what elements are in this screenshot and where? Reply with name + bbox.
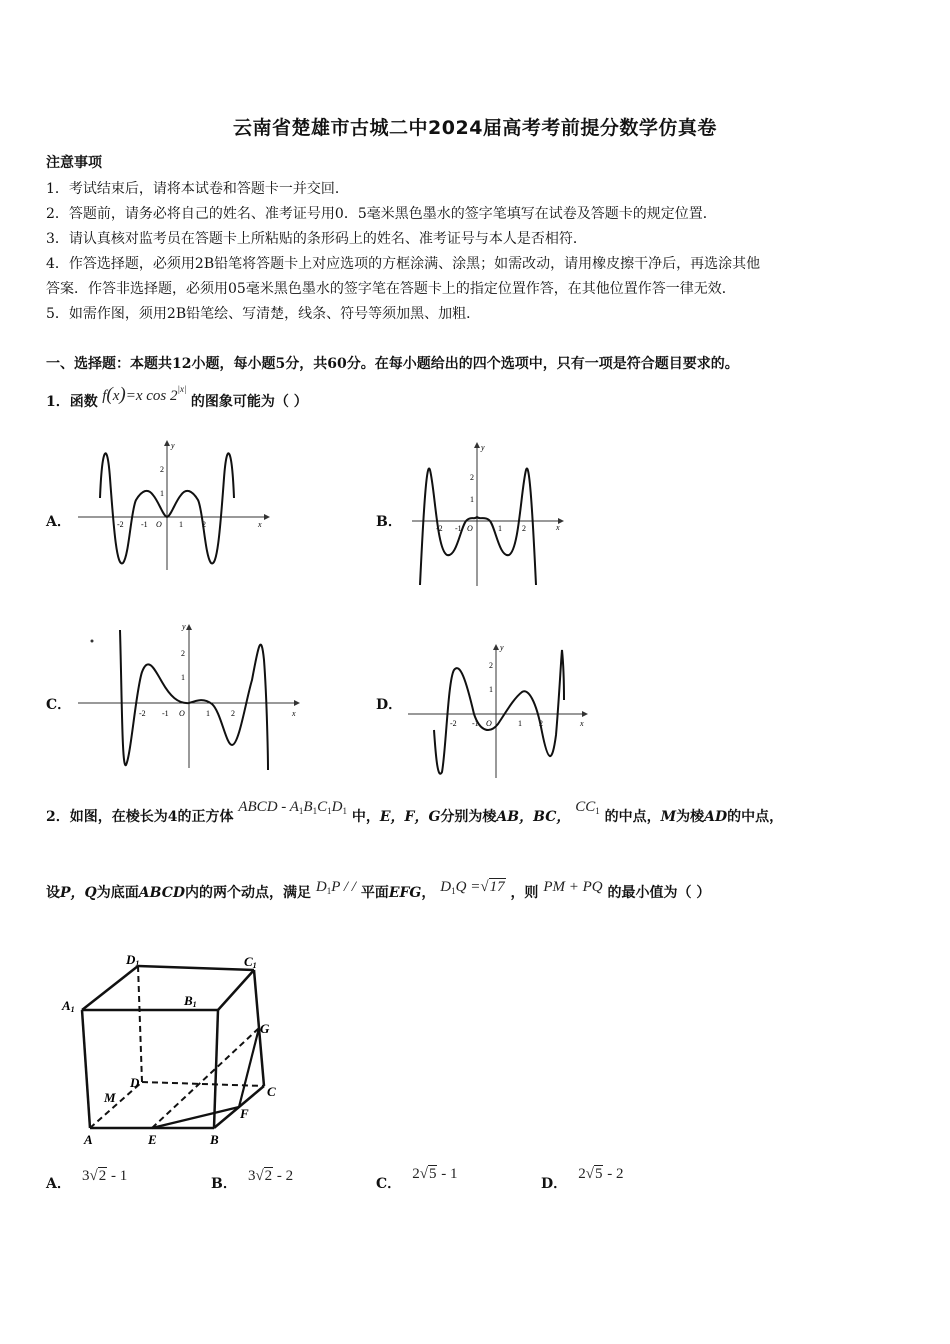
graph-a-tick-neg2: -2 bbox=[117, 520, 124, 529]
q2-option-a-coef: 3 bbox=[81, 1168, 90, 1184]
q2-option-a-rest: - 1 bbox=[107, 1168, 128, 1184]
graph-a-x-arrow bbox=[264, 514, 270, 520]
q2-d1q-val: 17 bbox=[489, 879, 505, 895]
q1-graph-c bbox=[76, 620, 306, 770]
q2-ad: AD bbox=[704, 809, 728, 825]
graph-c-curve bbox=[120, 630, 268, 770]
cube-edge-a1-d1 bbox=[82, 966, 138, 1010]
q2-d1p-d: D bbox=[315, 879, 327, 895]
notice-item-4: 4．作答选择题，必须用2B铅笔将答题卡上对应选项的方框涂满、涂黑；如需改动，请用橡皮擦干净后，再选涂其他 bbox=[46, 256, 761, 272]
cube-label-g: G bbox=[260, 1021, 270, 1036]
q2-text-12: ，则 bbox=[510, 885, 539, 901]
graph-a-x-label: x bbox=[258, 520, 262, 529]
graph-d-y-arrow bbox=[493, 644, 499, 650]
q2-abcd: ABCD bbox=[138, 885, 185, 901]
q2-pm-pq: PM + PQ bbox=[543, 879, 603, 895]
graph-d-tick-neg2: -2 bbox=[450, 719, 457, 728]
cube-edge-d1-d bbox=[138, 966, 142, 1082]
q1-rhs: x cos 2 bbox=[135, 388, 178, 404]
q1-formula: f(x)=x $\cos 2^{|x|}$ bbox=[102, 384, 187, 405]
cube-edge-b1-b bbox=[214, 1010, 218, 1128]
graph-a-tick-1: 1 bbox=[179, 520, 183, 529]
graph-c-tick-1: 1 bbox=[206, 709, 210, 718]
q2-option-b-letter: B． bbox=[211, 1176, 237, 1192]
q2-option-d-letter: D． bbox=[541, 1176, 568, 1192]
q2-d1p-rest: P / / bbox=[331, 879, 356, 895]
cube-label-e: E bbox=[148, 1132, 157, 1147]
graph-d-y-label: y bbox=[500, 643, 504, 652]
notice-item-5: 5．如需作图，须用2B铅笔绘、写清楚，线条、符号等须加黑、加粗． bbox=[46, 306, 481, 322]
graph-c-x-label: x bbox=[292, 709, 296, 718]
graph-a-tick-2: 2 bbox=[202, 520, 206, 529]
q1-f: f bbox=[102, 388, 107, 404]
notice-item-4-cont: 答案．作答非选择题，必须用05毫米黑色墨水的签字笔在答题卡上的指定位置作答，在其他位置作答一律无效． bbox=[46, 281, 736, 297]
q2-cube-b: B bbox=[303, 799, 313, 815]
q2-d1p bbox=[316, 879, 356, 895]
q2-text-10: 平面 bbox=[360, 885, 389, 901]
page-title: 云南省楚雄市古城二中2024届高考考前提分数学仿真卷 bbox=[233, 117, 717, 139]
q1-option-a-label: A． bbox=[46, 514, 71, 530]
graph-b-ytick-1: 1 bbox=[470, 495, 474, 504]
graph-d-x-label: x bbox=[580, 719, 584, 728]
cube-label-a1: A1 bbox=[62, 998, 75, 1014]
graph-a-tick-neg1: -1 bbox=[141, 520, 148, 529]
q2-text-1: 2．如图，在棱长为4的正方体 bbox=[46, 809, 234, 825]
q2-cube-sub-a1: 1 bbox=[298, 806, 304, 816]
q2-cc: CC bbox=[575, 799, 596, 815]
q2-option-d-rad: 5 bbox=[594, 1166, 603, 1182]
q2-cube-sub-d1: 1 bbox=[342, 806, 347, 816]
q2-option-d-coef: 2 bbox=[578, 1166, 586, 1182]
q2-cc-sub: 1 bbox=[595, 806, 600, 816]
section-heading: 一、选择题：本题共12小题，每小题5分，共60分。在每小题给出的四个选项中，只有一项是符合题目要求的。 bbox=[46, 356, 739, 372]
q2-option-a[interactable] bbox=[46, 1168, 128, 1193]
q2-cube-sub-b1: 1 bbox=[312, 806, 318, 816]
graph-d-tick-1: 1 bbox=[518, 719, 522, 728]
graph-b-y-arrow bbox=[474, 442, 480, 448]
graph-c-origin: O bbox=[179, 709, 185, 718]
q2-text-11: ， bbox=[421, 885, 436, 901]
q2-option-a-expr: 3√2 - 1 bbox=[81, 1168, 128, 1184]
graph-b-tick-neg1: -1 bbox=[455, 524, 462, 533]
graph-a-y-arrow bbox=[164, 440, 170, 446]
q2-option-b-rest: - 2 bbox=[273, 1168, 294, 1184]
q2-option-c[interactable] bbox=[376, 1166, 458, 1193]
q2-text-7: 设 bbox=[46, 885, 60, 901]
graph-c-x-arrow bbox=[294, 700, 300, 706]
graph-c-y-label: y bbox=[182, 622, 186, 631]
graph-d-x-arrow bbox=[582, 711, 588, 717]
q2-d1q-sub: 1 bbox=[451, 886, 456, 896]
q2-option-b-coef: 3 bbox=[247, 1168, 256, 1184]
q2-option-d-expr: 2√5 - 2 bbox=[578, 1166, 624, 1182]
graph-a-ytick-2: 2 bbox=[160, 465, 164, 474]
graph-c-tick-2: 2 bbox=[231, 709, 235, 718]
q2-m: M bbox=[660, 809, 677, 825]
graph-c-tick-neg2: -2 bbox=[139, 709, 146, 718]
cube-label-a: A bbox=[84, 1132, 93, 1147]
q2-option-b[interactable] bbox=[211, 1168, 294, 1193]
cube-label-d1: D1 bbox=[126, 952, 140, 968]
graph-b-tick-2: 2 bbox=[522, 524, 526, 533]
question-2-stem-line2 bbox=[46, 879, 711, 902]
graph-b-tick-neg2: -2 bbox=[436, 524, 443, 533]
q2-text-13: 的最小值为（ ） bbox=[607, 885, 711, 901]
question-2-stem-line1 bbox=[46, 799, 784, 826]
q1-x: x bbox=[112, 388, 120, 404]
cube-label-b: B bbox=[210, 1132, 219, 1147]
q1-option-c-label: C． bbox=[46, 697, 72, 713]
graph-b-tick-1: 1 bbox=[498, 524, 502, 533]
q2-option-a-rad: 2 bbox=[98, 1168, 107, 1184]
q2-option-c-coef: 2 bbox=[412, 1166, 420, 1182]
cube-label-c1: C1 bbox=[244, 954, 257, 970]
q2-option-d[interactable] bbox=[541, 1166, 624, 1193]
q2-cube-d: D bbox=[331, 799, 343, 815]
q2-text-9: 内的两个动点，满足 bbox=[184, 885, 311, 901]
q2-text-5: 为棱 bbox=[676, 809, 705, 825]
graph-d-tick-2: 2 bbox=[539, 719, 543, 728]
q1-suffix: 的图象可能为（ ） bbox=[190, 394, 308, 410]
q2-option-b-rad: 2 bbox=[264, 1168, 273, 1184]
cube-label-b1: B1 bbox=[184, 993, 197, 1009]
q2-d1q-d: D bbox=[440, 879, 452, 895]
q2-efg-plane: EFG bbox=[388, 885, 422, 901]
graph-d-origin: O bbox=[486, 719, 492, 728]
cube-label-f: F bbox=[240, 1106, 249, 1121]
graph-b-x-label: x bbox=[556, 523, 560, 532]
q1-option-b-label: B． bbox=[376, 514, 402, 530]
q2-text-8: 为底面 bbox=[96, 885, 139, 901]
graph-a-y-label: y bbox=[171, 441, 175, 450]
q2-efg: E，F，G bbox=[379, 809, 441, 825]
q2-option-d-rest: - 2 bbox=[603, 1166, 624, 1182]
q1-graph-a bbox=[76, 438, 276, 573]
q2-option-c-expr: 2√5 - 1 bbox=[412, 1166, 458, 1182]
q2-text-3: 分别为棱 bbox=[440, 809, 497, 825]
q2-d1q: $D_1Q =√17$ bbox=[440, 879, 505, 896]
q2-option-b-expr: 3√2 - 2 bbox=[247, 1168, 294, 1184]
q2-ab-bc: AB，BC， bbox=[496, 809, 571, 825]
q2-cube-c: C bbox=[317, 799, 328, 815]
cube-edge-d1-c1 bbox=[138, 966, 254, 970]
q2-cc1 bbox=[575, 799, 600, 815]
cube-label-m: M bbox=[104, 1090, 116, 1105]
notice-item-1: 1．考试结束后，请将本试卷和答题卡一并交回． bbox=[46, 181, 349, 197]
graph-a-origin: O bbox=[156, 520, 162, 529]
q2-d1q-rest: Q = bbox=[455, 879, 481, 895]
q2-option-a-letter: A． bbox=[46, 1176, 71, 1192]
notice-item-2: 2．答题前，请务必将自己的姓名、准考证号用0．5毫米黑色墨水的签字笔填写在试卷及答题卡的规定位置． bbox=[46, 206, 717, 222]
graph-b-y-label: y bbox=[481, 443, 485, 452]
q2-cube-name bbox=[238, 799, 347, 815]
graph-d-ytick-2: 2 bbox=[489, 661, 493, 670]
graph-d-tick-neg1: -1 bbox=[472, 719, 479, 728]
q2-d1p-sub: 1 bbox=[326, 886, 332, 896]
graph-c-stray-dot bbox=[91, 640, 94, 643]
notice-item-3: 3．请认真核对监考员在答题卡上所粘贴的条形码上的姓名、准考证号与本人是否相符． bbox=[46, 231, 587, 247]
graph-b-ytick-2: 2 bbox=[470, 473, 474, 482]
notice-heading: 注意事项 bbox=[46, 155, 102, 171]
q1-graph-b bbox=[410, 440, 570, 590]
q2-option-c-rad: 5 bbox=[428, 1166, 437, 1182]
q2-text-6: 的中点， bbox=[727, 809, 784, 825]
graph-b-origin: O bbox=[467, 524, 473, 533]
cube-label-d: D bbox=[130, 1075, 140, 1090]
q1-option-d-label: D． bbox=[376, 697, 403, 713]
graph-c-tick-neg1: -1 bbox=[162, 709, 169, 718]
question-1-stem bbox=[46, 384, 308, 412]
q1-graph-d bbox=[406, 640, 596, 780]
graph-b-curve bbox=[420, 468, 536, 585]
q2-option-c-rest: - 1 bbox=[437, 1166, 458, 1182]
q1-prefix: 1．函数 bbox=[46, 394, 98, 410]
graph-c-y-arrow bbox=[186, 624, 192, 630]
q2-cube-diagram bbox=[60, 950, 290, 1150]
cube-label-c: C bbox=[267, 1084, 276, 1099]
cube-edge-b1-c1 bbox=[218, 970, 254, 1010]
graph-d-curve bbox=[434, 650, 564, 774]
q2-pq: P，Q bbox=[60, 885, 97, 901]
graph-c-ytick-2: 2 bbox=[181, 649, 185, 658]
cube-line-f-g bbox=[239, 1028, 259, 1107]
graph-c-ytick-1: 1 bbox=[181, 673, 185, 682]
q2-option-c-letter: C． bbox=[376, 1176, 402, 1192]
q2-text-4: 的中点， bbox=[604, 809, 661, 825]
graph-a-ytick-1: 1 bbox=[160, 489, 164, 498]
graph-d-ytick-1: 1 bbox=[489, 685, 493, 694]
q2-cube-sub-c1: 1 bbox=[327, 806, 332, 816]
cube-edge-a1-a bbox=[82, 1010, 90, 1128]
q1-eq: = bbox=[125, 388, 136, 404]
q1-exp: |x| bbox=[177, 384, 187, 394]
q2-cube-abcd: ABCD - A bbox=[238, 799, 299, 815]
q2-text-2: 中， bbox=[351, 809, 380, 825]
